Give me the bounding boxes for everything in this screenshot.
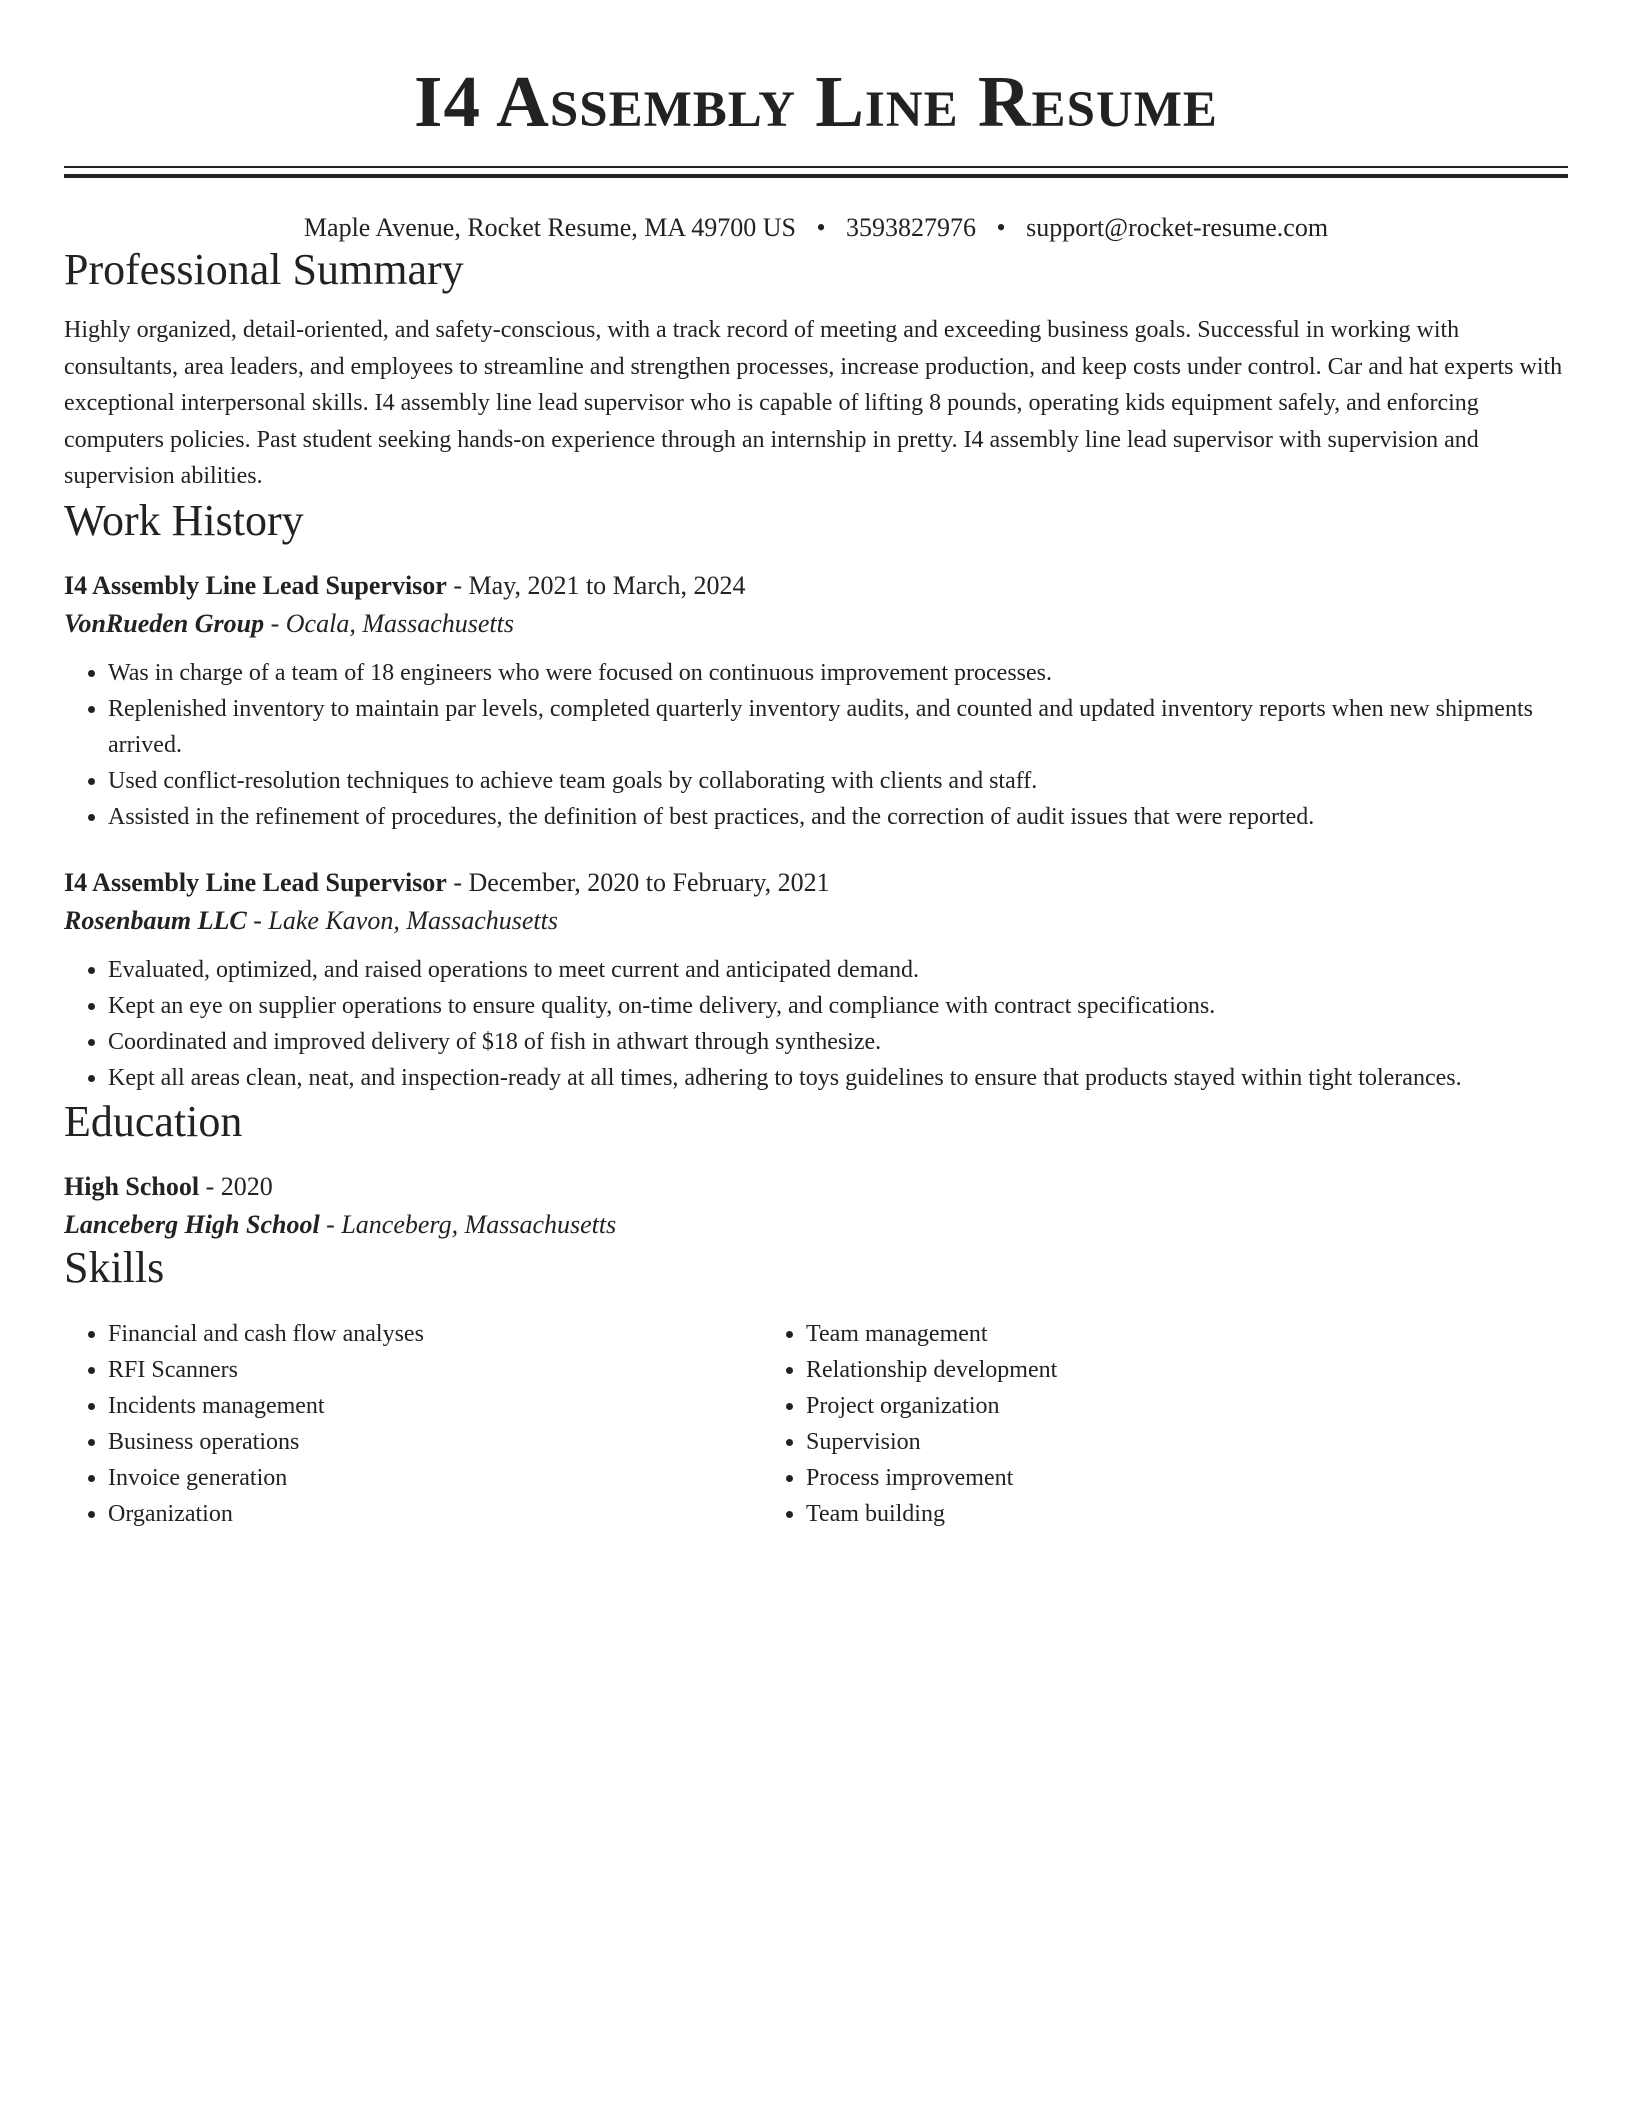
job-header xyxy=(64,569,1568,603)
job-entry xyxy=(64,569,1568,835)
job-employer xyxy=(64,904,1568,938)
summary-section xyxy=(64,244,1568,495)
skills-columns xyxy=(64,1316,1568,1532)
skill-item: • Project organization xyxy=(806,1388,1552,1424)
job-bullet: • Used conflict-resolution techniques to achieve team goals by collaborating with clients and staff. xyxy=(108,763,1568,799)
contact-separator: • xyxy=(996,213,1006,242)
skill-item: • Process improvement xyxy=(806,1460,1552,1496)
title-divider-thick xyxy=(64,174,1568,178)
job-location: - Lake Kavon, Massachusetts xyxy=(246,905,558,935)
education-header xyxy=(64,1170,1568,1204)
education-institution xyxy=(64,1208,1568,1242)
skill-item: • Team management xyxy=(806,1316,1552,1352)
job-bullet: • Kept an eye on supplier operations to ensure quality, on-time delivery, and compliance with contract specifications. xyxy=(108,988,1568,1024)
skill-item: • Business operations xyxy=(108,1424,762,1460)
job-header xyxy=(64,866,1568,900)
skills-list-right xyxy=(762,1316,1552,1532)
skills-heading: Skills xyxy=(64,1242,165,1292)
skill-item: • Invoice generation xyxy=(108,1460,762,1496)
job-bullets xyxy=(64,952,1568,1096)
job-role: I4 Assembly Line Lead Supervisor xyxy=(64,867,447,897)
skill-item: • Organization xyxy=(108,1496,762,1532)
education-location: - Lanceberg, Massachusetts xyxy=(319,1209,617,1239)
skill-item: • Relationship development xyxy=(806,1352,1552,1388)
skill-item: • Team building xyxy=(806,1496,1552,1532)
resume-title: I4 Assembly Line Resume xyxy=(414,61,1218,142)
job-bullet: • Replenished inventory to maintain par levels, completed quarterly inventory audits, and counted and updated inventory reports when new shipments arrived. xyxy=(108,691,1568,763)
job-bullets xyxy=(64,655,1568,835)
skills-section xyxy=(64,1242,1568,1532)
job-bullet: • Evaluated, optimized, and raised operations to meet current and anticipated demand. xyxy=(108,952,1568,988)
job-bullet: • Kept all areas clean, neat, and inspection-ready at all times, adhering to toys guidelines to ensure that products stayed within tight tolerances. xyxy=(108,1060,1568,1096)
job-bullet: • Assisted in the refinement of procedures, the definition of best practices, and the correction of audit issues that were reported. xyxy=(108,799,1568,835)
job-dates: - May, 2021 to March, 2024 xyxy=(446,570,746,600)
job-bullet: • Coordinated and improved delivery of $18 of fish in athwart through synthesize. xyxy=(108,1024,1568,1060)
title-divider-thin xyxy=(64,166,1568,168)
contact-phone: 3593827976 xyxy=(846,213,977,242)
skills-list-left xyxy=(64,1316,762,1532)
job-role: I4 Assembly Line Lead Supervisor xyxy=(64,570,447,600)
job-employer xyxy=(64,607,1568,641)
education-heading: Education xyxy=(64,1096,243,1146)
job-company: Rosenbaum LLC xyxy=(64,905,247,935)
job-bullet: • Was in charge of a team of 18 engineers who were focused on continuous improvement processes. xyxy=(108,655,1568,691)
skill-item: • Financial and cash flow analyses xyxy=(108,1316,762,1352)
contact-address: Maple Avenue, Rocket Resume, MA 49700 US xyxy=(303,213,796,242)
work-history-section xyxy=(64,495,1568,1096)
summary-text: Highly organized, detail-oriented, and safety-conscious, with a track record of meeting and exceeding business goals. Successful in working with consultants, area leaders, and employees to streamline and strengthen processes, increase production, and keep costs under control. Car and hat experts with exceptional interpersonal skills. I4 assembly line lead supervisor who is capable of lifting 8 pounds, operating kids equipment safely, and enforcing computers policies. Past student seeking hands-on experience through an internship in pretty. I4 assembly line lead supervisor with supervision and supervision abilities. xyxy=(64,317,1563,489)
summary-heading: Professional Summary xyxy=(64,245,464,294)
skill-item: • Supervision xyxy=(806,1424,1552,1460)
job-dates: - December, 2020 to February, 2021 xyxy=(446,867,830,897)
education-section xyxy=(64,1096,1568,1242)
education-year: - 2020 xyxy=(199,1171,273,1201)
work-history-heading: Work History xyxy=(64,495,304,545)
skill-item: • RFI Scanners xyxy=(108,1352,762,1388)
contact-line xyxy=(64,212,1568,244)
job-company: VonRueden Group xyxy=(64,608,265,638)
contact-email: support@rocket-resume.com xyxy=(1026,213,1329,242)
education-school: Lanceberg High School xyxy=(64,1209,320,1239)
education-degree: High School xyxy=(64,1171,200,1201)
job-entry xyxy=(64,866,1568,1096)
skill-item: • Incidents management xyxy=(108,1388,762,1424)
job-location: - Ocala, Massachusetts xyxy=(264,608,514,638)
contact-separator: • xyxy=(816,213,826,242)
